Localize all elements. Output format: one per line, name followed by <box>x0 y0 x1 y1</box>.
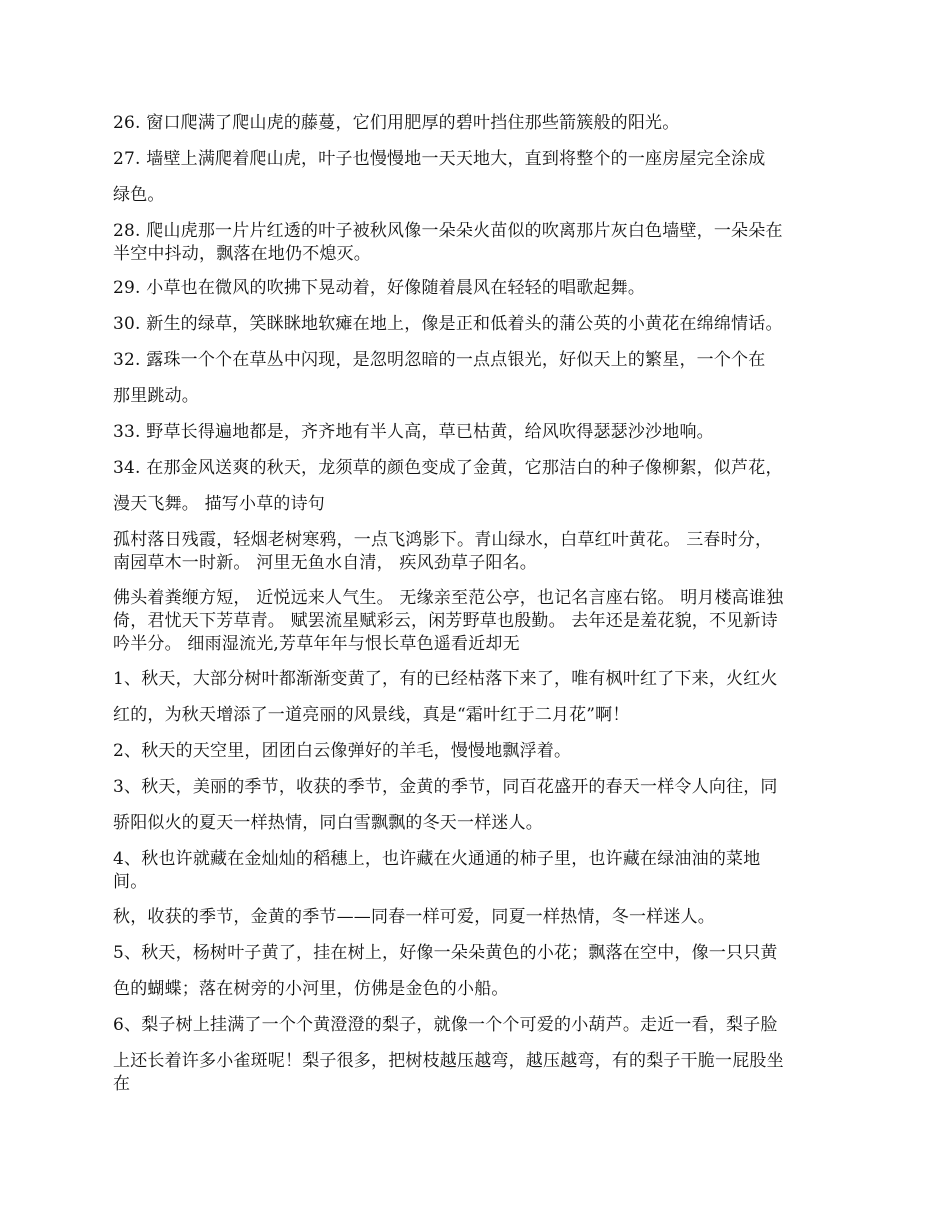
text-line: 红的，为秋天增添了一道亮丽的风景线，真是“霜叶红于二月花”啊！ <box>113 705 630 725</box>
text-line: 32. 露珠一个个在草丛中闪现，是忽明忽暗的一点点银光，好似天上的繁星，一个个在 <box>113 350 766 370</box>
text-line: 绿色。 <box>113 185 165 205</box>
text-line: 南园草木一时新。 河里无鱼水自清， 疾风劲草子阳名。 <box>113 553 538 573</box>
text-line: 半空中抖动，飘落在地仍不熄灭。 <box>113 244 371 264</box>
text-line: 吟半分。 细雨湿流光,芳草年年与恨长草色遥看近却无 <box>113 634 520 654</box>
text-line: 骄阳似火的夏天一样热情，同白雪飘飘的冬天一样迷人。 <box>113 813 543 833</box>
text-line: 1、秋天，大部分树叶都渐渐变黄了，有的已经枯落下来了，唯有枫叶红了下来，火红火 <box>113 669 778 689</box>
text-line: 间。 <box>113 872 148 892</box>
text-line: 2、秋天的天空里，团团白云像弹好的羊毛，慢慢地飘浮着。 <box>113 741 572 761</box>
text-line: 倚，君忧天下芳草青。 赋罢流星赋彩云，闲芳野草也殷勤。 去年还是羞花貌，不见新诗 <box>113 611 778 631</box>
text-line: 上还长着许多小雀斑呢！梨子很多，把树枝越压越弯，越压越弯，有的梨子干脆一屁股坐 <box>113 1051 784 1071</box>
text-line: 34. 在那金风送爽的秋天，龙须草的颜色变成了金黄，它那洁白的种子像柳絮，似芦花， <box>113 458 783 478</box>
text-line: 秋，收获的季节，金黄的季节——同春一样可爱，同夏一样热情，冬一样迷人。 <box>113 907 715 927</box>
text-line: 色的蝴蝶；落在树旁的小河里，仿佛是金色的小船。 <box>113 979 509 999</box>
text-line: 佛头着粪缏方短， 近悦远来人气生。 无缘亲至范公亭，也记名言座右铭。 明月楼高谁独 <box>113 588 784 608</box>
text-line: 在 <box>113 1074 131 1094</box>
text-line: 6、梨子树上挂满了一个个黄澄澄的梨子，就像一个个可爱的小葫芦。走近一看，梨子脸 <box>113 1015 778 1035</box>
text-line: 28. 爬山虎那一片片红透的叶子被秋风像一朵朵火苗似的吹离那片灰白色墙壁，一朵朵在 <box>113 221 783 241</box>
text-line: 33. 野草长得遍地都是，齐齐地有半人高，草已枯黄，给风吹得瑟瑟沙沙地响。 <box>113 422 714 442</box>
text-line: 那里跳动。 <box>113 386 199 406</box>
text-line: 29. 小草也在微风的吹拂下晃动着，好像随着晨风在轻轻的唱歌起舞。 <box>113 278 646 298</box>
text-line: 孤村落日残霞，轻烟老树寒鸦，一点飞鸿影下。青山绿水，白草红叶黄花。 三春时分， <box>113 530 773 550</box>
text-line: 30. 新生的绿草，笑眯眯地软瘫在地上，像是正和低着头的蒲公英的小黄花在绵绵情话。 <box>113 314 783 334</box>
text-line: 27. 墙壁上满爬着爬山虎，叶子也慢慢地一天天地大，直到将整个的一座房屋完全涂成 <box>113 149 766 169</box>
text-line: 漫天飞舞。 描写小草的诗句 <box>113 494 326 514</box>
text-line: 5、秋天，杨树叶子黄了，挂在树上，好像一朵朵黄色的小花；飘落在空中，像一只只黄 <box>113 943 778 963</box>
text-line: 26. 窗口爬满了爬山虎的藤蔓，它们用肥厚的碧叶挡住那些箭簇般的阳光。 <box>113 113 680 133</box>
text-line: 4、秋也许就藏在金灿灿的稻穗上，也许藏在火通通的柿子里，也许藏在绿油油的菜地 <box>113 849 761 869</box>
text-line: 3、秋天，美丽的季节，收获的季节，金黄的季节，同百花盛开的春天一样令人向往，同 <box>113 777 778 797</box>
